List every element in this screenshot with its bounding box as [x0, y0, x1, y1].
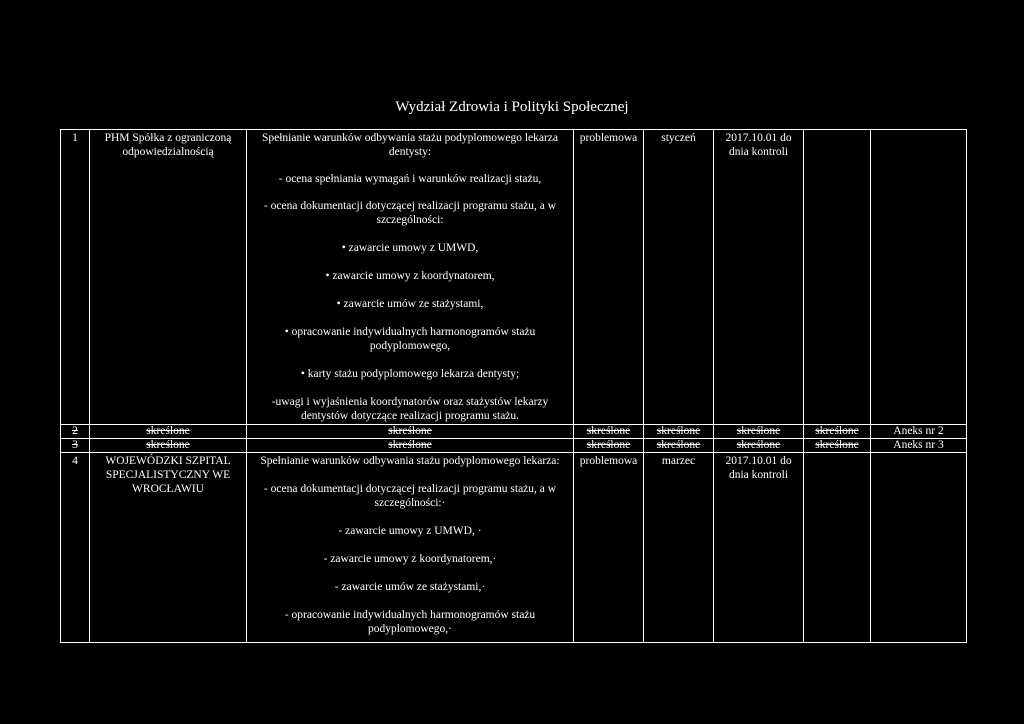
scope-line: - ocena dokumentacji dotyczącej realizacji programu stażu, a w szczególności:·	[263, 483, 557, 509]
row-number: 1	[61, 130, 90, 425]
struck-cell: skreślone	[644, 425, 714, 439]
scope-bullet: • zawarcie umowy z koordynatorem,	[249, 269, 571, 283]
scope-bullet: • karty stażu podyplomowego lekarza dentysty;	[249, 367, 571, 381]
page-title: Wydział Zdrowia i Polityki Społecznej	[395, 99, 629, 115]
control-period: 2017.10.01 do dnia kontroli	[714, 453, 804, 643]
struck-cell: skreślone	[247, 439, 574, 453]
control-period: 2017.10.01 do dnia kontroli	[714, 130, 804, 425]
scope-line: - zawarcie umowy z UMWD, ·	[338, 525, 482, 537]
scope-cell	[247, 130, 574, 425]
empty-cell	[871, 453, 967, 643]
empty-cell	[804, 453, 871, 643]
struck-cell: skreślone	[714, 425, 804, 439]
table-row	[61, 425, 967, 439]
entity-cell: WOJEWÓDZKI SZPITAL SPECJALISTYCZNY WE WROCŁAWIU	[90, 453, 247, 643]
struck-cell: skreślone	[90, 439, 247, 453]
table-row	[61, 130, 967, 425]
control-type: problemowa	[574, 453, 644, 643]
control-type: problemowa	[574, 130, 644, 425]
scope-heading: Spełnianie warunków odbywania stażu podyplomowego lekarza dentysty:	[261, 132, 559, 158]
control-month: styczeń	[644, 130, 714, 425]
annex-note: Aneks nr 2	[871, 425, 967, 439]
row-number: 2	[61, 425, 90, 439]
row-number: 3	[61, 439, 90, 453]
annex-note: Aneks nr 3	[871, 439, 967, 453]
struck-cell: skreślone	[574, 439, 644, 453]
struck-cell: skreślone	[804, 439, 871, 453]
entity-cell: PHM Spółka z ograniczoną odpowiedzialnością	[90, 130, 247, 425]
scope-line: - zawarcie umów ze stażystami,·	[334, 581, 486, 593]
scope-line: - opracowanie indywidualnych harmonogramów stażu podyplomowego,·	[284, 609, 536, 635]
scope-line: - ocena dokumentacji dotyczącej realizacji programu stażu, a w szczególności:	[263, 200, 557, 226]
scope-line: - ocena spełniania wymagań i warunków realizacji stażu,	[278, 173, 542, 185]
struck-cell: skreślone	[644, 439, 714, 453]
scope-bullet: • opracowanie indywidualnych harmonogramów stażu podyplomowego,	[249, 325, 571, 353]
struck-cell: skreślone	[574, 425, 644, 439]
struck-cell: skreślone	[804, 425, 871, 439]
scope-bullet: • zawarcie umowy z UMWD,	[249, 241, 571, 255]
scope-cell	[247, 453, 574, 643]
table-row	[61, 453, 967, 643]
empty-cell	[804, 130, 871, 425]
scope-heading: Spełnianie warunków odbywania stażu podyplomowego lekarza:	[260, 455, 560, 467]
table-row	[61, 439, 967, 453]
scope-line: -uwagi i wyjaśnienia koordynatorów oraz stażystów lekarzy dentystów dotyczące realizacji programu stażu.	[271, 396, 549, 422]
scope-line: - zawarcie umowy z koordynatorem,·	[323, 553, 497, 565]
row-number: 4	[61, 453, 90, 643]
control-month: marzec	[644, 453, 714, 643]
struck-cell: skreślone	[714, 439, 804, 453]
inspection-table	[60, 129, 967, 643]
struck-cell: skreślone	[90, 425, 247, 439]
empty-cell	[871, 130, 967, 425]
struck-cell: skreślone	[247, 425, 574, 439]
scope-bullet: • zawarcie umów ze stażystami,	[249, 297, 571, 311]
